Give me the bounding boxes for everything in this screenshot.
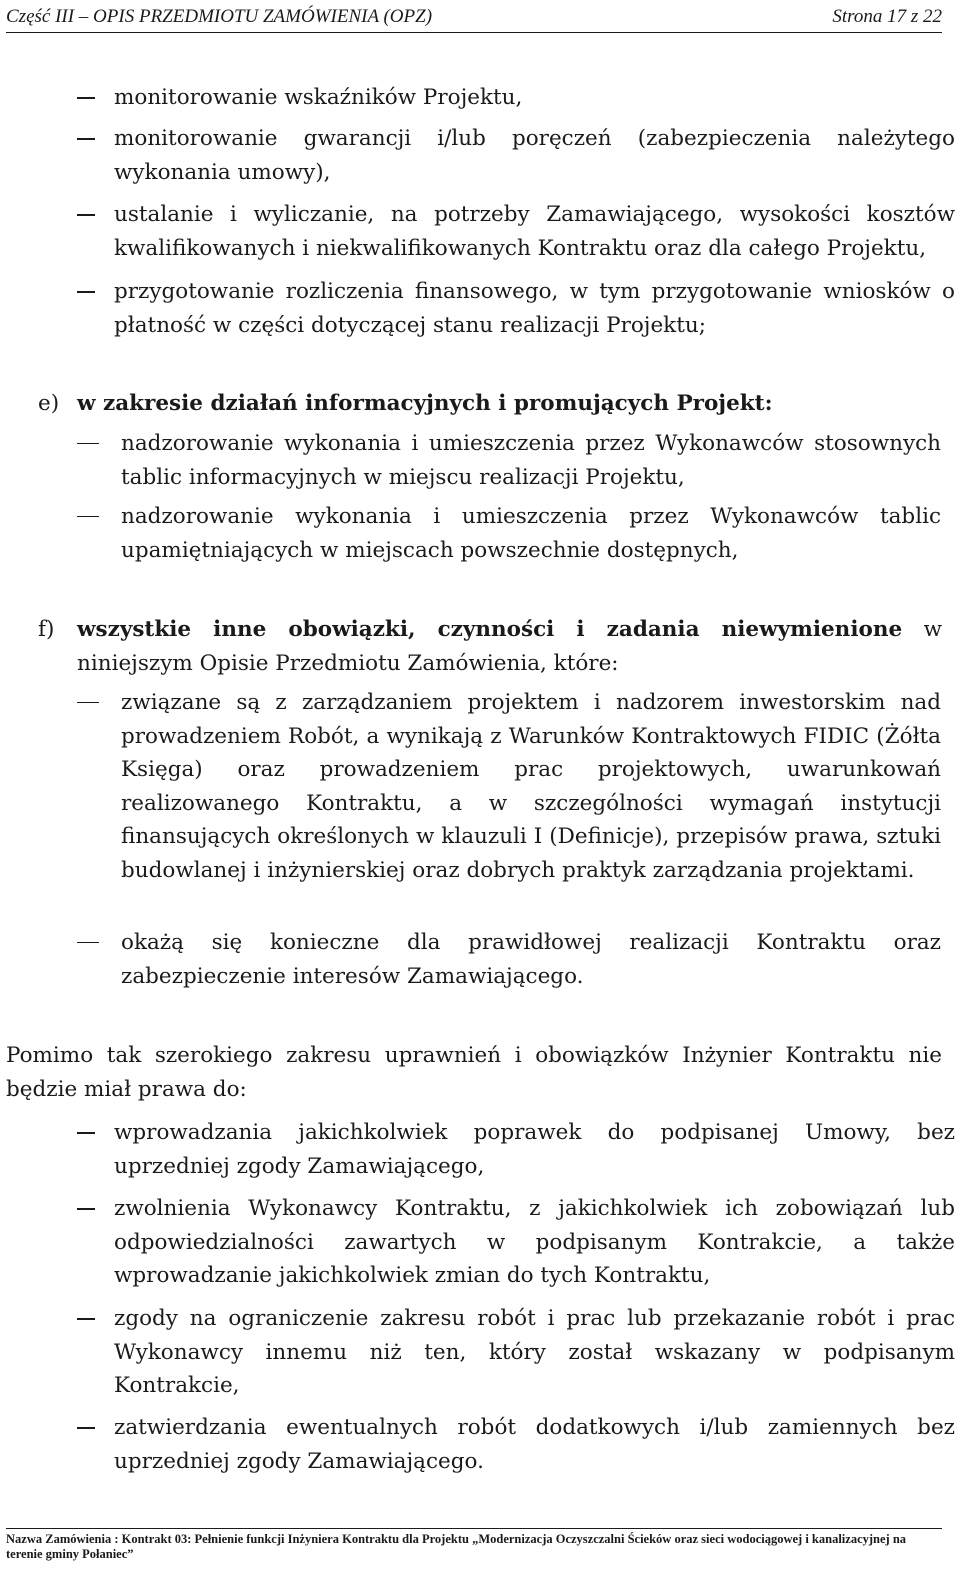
dash-bullet-icon [77,214,95,216]
list-item: ustalanie i wyliczanie, na potrzeby Zamawiającego, wysokości kosztów kwalifikowanych i niekwalifikowanych Kontraktu oraz dla całego Projektu, [77,198,955,265]
dash-bullet-icon [77,1132,95,1134]
dash-bullet-icon [77,291,95,293]
page-header [6,6,942,33]
dash-bullet-icon [77,443,99,444]
dash-bullet-icon [77,1427,95,1429]
dash-bullet-icon [77,516,99,517]
body-paragraph: Pomimo tak szerokiego zakresu uprawnień i obowiązków Inżynier Kontraktu nie będzie miał prawa do: [6,1043,942,1102]
list-item: nadzorowanie wykonania i umieszczenia przez Wykonawców tablic upamiętniających w miejscach powszechnie dostępnych, [77,500,941,567]
list-item: zatwierdzania ewentualnych robót dodatkowych i/lub zamiennych bez uprzedniej zgody Zamawiającego. [77,1411,955,1478]
list-item: zgody na ograniczenie zakresu robót i prac lub przekazanie robót i prac Wykonawcy innemu niż ten, który został wskazany w podpisanym Kontrakcie, [77,1302,955,1403]
dash-bullet-icon [77,942,99,943]
list-item: monitorowanie gwarancji i/lub poręczeń (zabezpieczenia należytego wykonania umowy), [77,122,955,189]
section-f [38,613,942,680]
header-title: Część III – OPIS PRZEDMIOTU ZAMÓWIENIA (OPZ) [6,6,433,27]
page-footer: Nazwa Zamówienia : Kontrakt 03: Pełnienie funkcji Inżyniera Kontraktu dla Projektu „Modernizacja Oczyszczalni Ścieków oraz sieci wodociągowej i kanalizacyjnej na terenie gminy Połaniec” [6,1528,942,1562]
list-item: okażą się konieczne dla prawidłowej realizacji Kontraktu oraz zabezpieczenie interesów Zamawiającego. [77,926,941,993]
section-title-rest: w niniejszym Opisie Przedmiotu Zamówienia, które: [77,617,942,676]
dash-bullet-icon [77,1318,95,1320]
dash-bullet-icon [77,702,99,703]
list-item: przygotowanie rozliczenia finansowego, w tym przygotowanie wniosków o płatność w części dotyczącej stanu realizacji Projektu; [77,275,955,342]
page-number: Strona 17 z 22 [832,6,942,27]
list-item: związane są z zarządzaniem projektem i nadzorem inwestorskim nad prowadzeniem Robót, a wynikają z Warunków Kontraktowych FIDIC (Żółta Księga) oraz prowadzeniem prac projektowych, uwarunkowań realizowanego Kontraktu, a w szczególności wymagań instytucji finansujących określonych w klauzuli I (Definicje), przepisów prawa, sztuki budowlanej i inżynierskiej oraz dobrych praktyk zarządzania projektami. [77,686,941,887]
list-item: wprowadzania jakichkolwiek poprawek do podpisanej Umowy, bez uprzedniej zgody Zamawiającego, [77,1116,955,1183]
section-title: wszystkie inne obowiązki, czynności i zadania niewymienione [77,617,903,642]
section-e [38,387,942,421]
list-item: zwolnienia Wykonawcy Kontraktu, z jakichkolwiek ich zobowiązań lub odpowiedzialności zawartych w podpisanym Kontrakcie, a także wprowadzanie jakichkolwiek zmian do tych Kontraktu, [77,1192,955,1293]
dash-bullet-icon [77,1208,95,1210]
section-title: w zakresie działań informacyjnych i promujących Projekt: [77,391,773,416]
dash-bullet-icon [77,138,95,140]
section-marker: e) [38,391,60,416]
section-marker: f) [38,617,55,642]
dash-bullet-icon [77,97,95,99]
list-item: nadzorowanie wykonania i umieszczenia przez Wykonawców stosownych tablic informacyjnych w miejscu realizacji Projektu, [77,427,941,494]
list-item: monitorowanie wskaźników Projektu, [77,81,955,115]
